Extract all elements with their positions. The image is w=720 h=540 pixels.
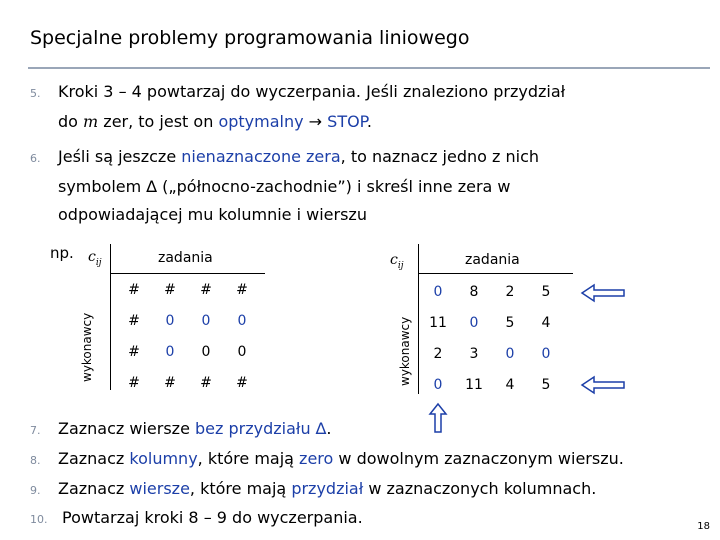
example-label: np. xyxy=(50,244,74,262)
text: Zaznacz xyxy=(58,449,130,468)
table-cell: 11 xyxy=(429,315,447,331)
text: . xyxy=(366,112,372,131)
text: do xyxy=(58,112,84,131)
text: Powtarzaj kroki 8 – 9 do wyczerpania. xyxy=(62,508,363,527)
text: , to naznacz jedno z nich xyxy=(340,147,540,166)
columns-header: zadania xyxy=(465,252,520,268)
text: w zaznaczonych kolumnach. xyxy=(363,479,597,498)
step-6-line-2: symbolem ∆ („północno-zachodnie”) i skreśl inne zera w xyxy=(58,177,511,196)
text: Zaznacz wiersze xyxy=(58,419,196,438)
text: Jeśli są jeszcze xyxy=(58,147,182,166)
table-cell: 0 xyxy=(201,313,211,329)
text: , które mają xyxy=(189,479,292,498)
table-axis-h xyxy=(110,273,265,274)
row-marker-arrow-icon xyxy=(580,282,630,304)
unmarked-zeros: nienaznaczone zera xyxy=(181,147,341,166)
rows-word: wiersze xyxy=(129,479,190,498)
step-number: 7. xyxy=(30,424,41,437)
table-cell: 0 xyxy=(433,377,443,393)
step-10 xyxy=(30,510,363,528)
step-9 xyxy=(30,481,596,499)
table-cell: 0 xyxy=(165,344,175,360)
table-cell: 0 xyxy=(433,284,443,300)
no-assignment: bez przydziału ∆ xyxy=(195,419,327,438)
table-axis-v xyxy=(418,244,419,394)
table-cell: # xyxy=(128,313,140,329)
table-cell: 2 xyxy=(433,346,443,362)
step-5 xyxy=(30,84,565,102)
step-6 xyxy=(30,149,539,167)
table-cell: 0 xyxy=(201,344,211,360)
step-7 xyxy=(30,421,331,439)
stop-word: STOP xyxy=(327,112,367,131)
column-marker-arrow-icon xyxy=(427,402,449,436)
step-number: 6. xyxy=(30,152,41,165)
row-marker-arrow-icon xyxy=(580,374,630,396)
table-cell: 4 xyxy=(505,377,515,393)
table-cell: 8 xyxy=(469,284,479,300)
step-text: Kroki 3 – 4 powtarzaj do wyczerpania. Jeśli znaleziono przydział xyxy=(58,82,566,101)
columns-word: kolumny xyxy=(129,449,198,468)
table-cell: 2 xyxy=(505,284,515,300)
zero-word: zero xyxy=(299,449,334,468)
text: . xyxy=(326,419,332,438)
table-cell: # xyxy=(164,282,176,298)
page-number: 18 xyxy=(697,521,710,532)
optimal-word: optymalny xyxy=(218,112,304,131)
step-number: 8. xyxy=(30,454,41,467)
assignment-word: przydział xyxy=(291,479,364,498)
table-cell: 0 xyxy=(237,313,247,329)
step-5-line-2 xyxy=(58,112,372,131)
table-cell: 4 xyxy=(541,315,551,331)
table-cell: # xyxy=(236,375,248,391)
m-variable: m xyxy=(83,112,99,131)
table-cell: # xyxy=(200,375,212,391)
table-cell: 5 xyxy=(505,315,515,331)
right-arrow-icon: → xyxy=(303,112,328,131)
table-cell: # xyxy=(128,344,140,360)
title-divider xyxy=(28,67,710,69)
table-cell: # xyxy=(164,375,176,391)
step-6-line-3: odpowiadającej mu kolumnie i wierszu xyxy=(58,205,367,224)
table-cell: 0 xyxy=(469,315,479,331)
table-cell: # xyxy=(236,282,248,298)
step-number: 9. xyxy=(30,484,41,497)
slide-title: Specjalne problemy programowania liniowego xyxy=(30,27,470,49)
table-cell: 0 xyxy=(541,346,551,362)
text: Zaznacz xyxy=(58,479,130,498)
table-cell: 11 xyxy=(465,377,483,393)
table-cell: # xyxy=(128,375,140,391)
text: , które mają xyxy=(197,449,300,468)
table-axis-v xyxy=(110,244,111,390)
table-cell: 0 xyxy=(237,344,247,360)
step-number: 10. xyxy=(30,513,48,526)
rows-header: wykonawcy xyxy=(398,316,412,386)
step-number: 5. xyxy=(30,87,41,100)
table-cell: 0 xyxy=(165,313,175,329)
text: w dowolnym zaznaczonym wierszu. xyxy=(333,449,624,468)
cost-symbol: $c_{ij}$ xyxy=(88,249,102,268)
table-cell: # xyxy=(200,282,212,298)
table-axis-h xyxy=(418,273,573,274)
columns-header: zadania xyxy=(158,250,213,266)
table-cell: 0 xyxy=(505,346,515,362)
step-8 xyxy=(30,451,624,469)
table-cell: 5 xyxy=(541,377,551,393)
table-cell: 5 xyxy=(541,284,551,300)
text: zer, to jest on xyxy=(98,112,219,131)
table-cell: 3 xyxy=(469,346,479,362)
table-cell: # xyxy=(128,282,140,298)
cost-symbol: $c_{ij}$ xyxy=(390,252,404,271)
rows-header: wykonawcy xyxy=(80,312,94,382)
